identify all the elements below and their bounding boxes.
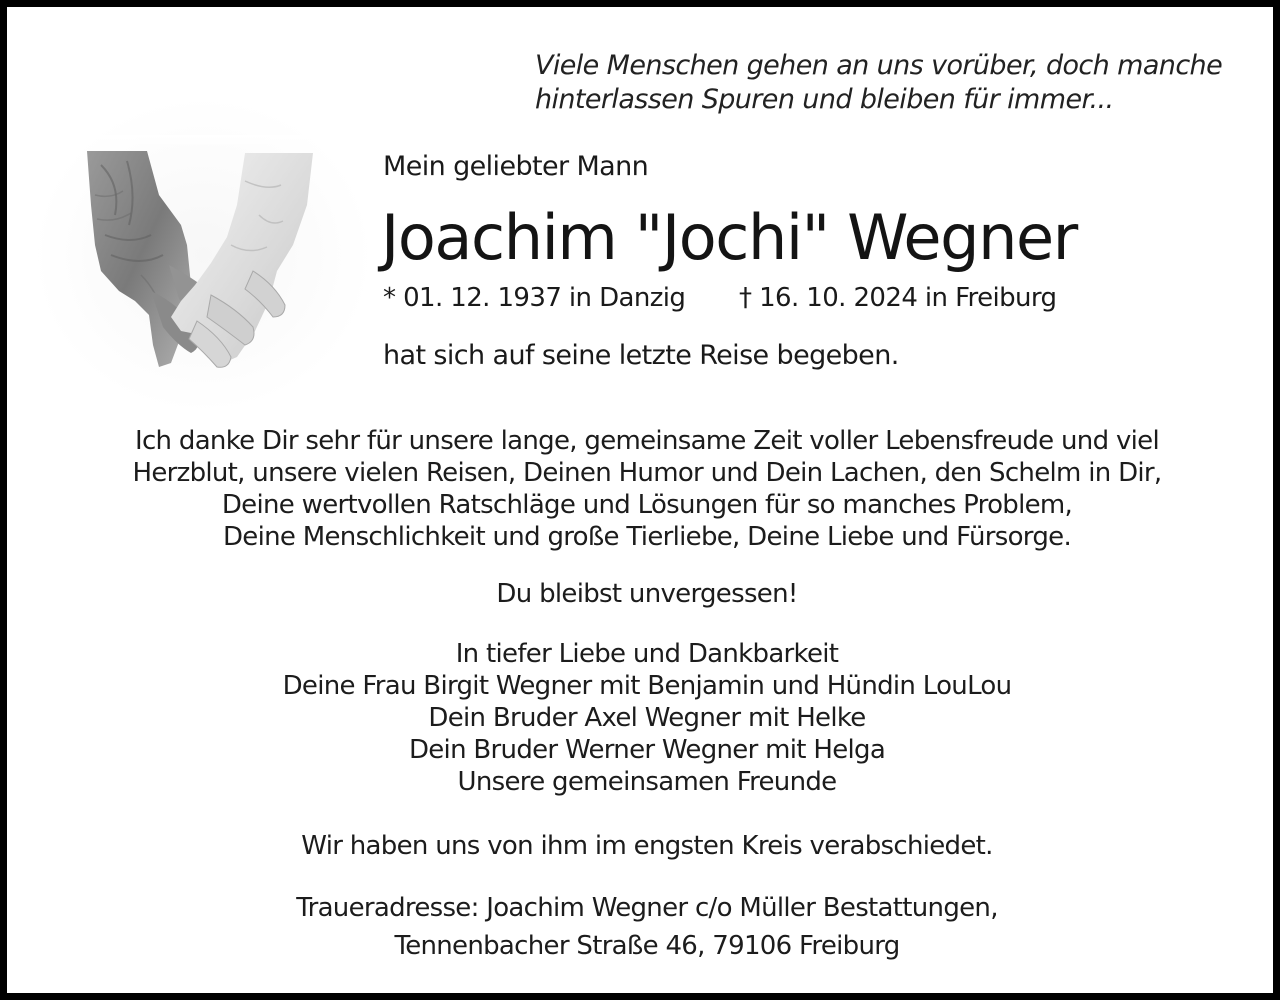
farewell-text: [47, 829, 1247, 863]
mourning-address: [47, 889, 1247, 965]
unforgotten-line: Du bleibst unvergessen!: [496, 579, 798, 609]
intro-text: Mein geliebter Mann: [383, 151, 649, 182]
thanks-line: Deine wertvollen Ratschläge und Lösungen für so manches Problem,: [221, 490, 1073, 520]
thanks-line: Herzblut, unsere vielen Reisen, Deinen Humor und Dein Lachen, den Schelm in Dir,: [132, 458, 1162, 488]
deceased-name: Joachim "Jochi" Wegner: [381, 201, 1077, 274]
journey-text: hat sich auf seine letzte Reise begeben.: [383, 340, 899, 371]
motto-quote: [535, 49, 1255, 117]
farewell-line: Wir haben uns von ihm im engsten Kreis verabschiedet.: [301, 831, 993, 861]
mourner-line: Unsere gemeinsamen Freunde: [457, 767, 837, 797]
holding-hands-icon: [31, 95, 375, 415]
thanks-line: Deine Menschlichkeit und große Tierliebe, Deine Liebe und Fürsorge.: [222, 522, 1072, 552]
mourner-line: In tiefer Liebe und Dankbarkeit: [455, 639, 839, 669]
motto-line: hinterlassen Spuren und bleiben für immer...: [535, 84, 1114, 115]
thanks-paragraph: [47, 425, 1247, 553]
holding-hands-photo: [31, 95, 375, 415]
birth-date: * 01. 12. 1937 in Danzig: [383, 283, 686, 313]
motto-line: Viele Menschen gehen an uns vorüber, doch manche: [535, 50, 1223, 81]
address-line: Tennenbacher Straße 46, 79106 Freiburg: [394, 931, 900, 961]
mourners-list: [47, 638, 1247, 798]
death-date: † 16. 10. 2024 in Freiburg: [739, 283, 1057, 313]
mourner-line: Dein Bruder Werner Wegner mit Helga: [408, 735, 886, 765]
unforgotten-text: [47, 577, 1247, 611]
mourner-line: Deine Frau Birgit Wegner mit Benjamin und Hündin LouLou: [282, 671, 1012, 701]
mourner-line: Dein Bruder Axel Wegner mit Helke: [428, 703, 866, 733]
thanks-line: Ich danke Dir sehr für unsere lange, gemeinsame Zeit voller Lebensfreude und viel: [134, 426, 1159, 456]
address-line: Traueradresse: Joachim Wegner c/o Müller Bestattungen,: [296, 893, 998, 923]
